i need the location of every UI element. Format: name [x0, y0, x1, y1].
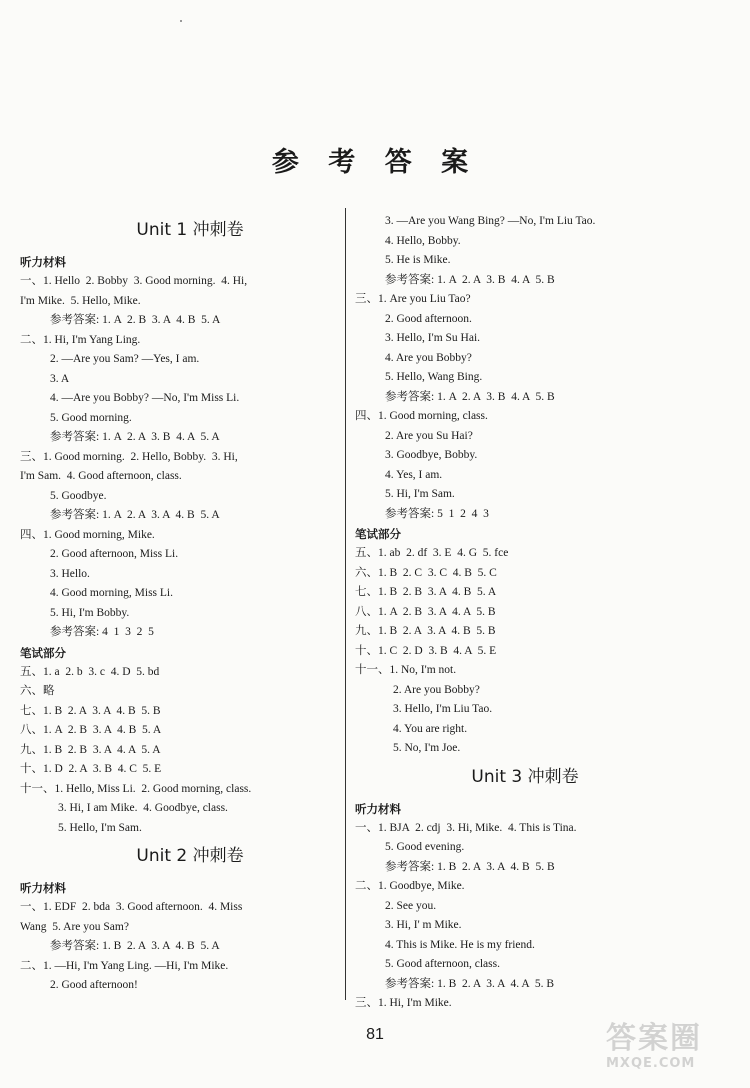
- answer-line: 5. Hi, I'm Sam.: [385, 488, 455, 500]
- answer-line: 5. Good afternoon, class.: [385, 958, 500, 970]
- answer-line: 二、1. —Hi, I'm Yang Ling. —Hi, I'm Mike.: [20, 959, 229, 972]
- answer-line: 四、1. Good morning, Mike.: [20, 528, 155, 541]
- unit-heading: Unit 3 冲刺卷: [471, 766, 579, 787]
- answer-line: 3. —Are you Wang Bing? —No, I'm Liu Tao.: [385, 215, 596, 227]
- answer-line: 参考答案: 1. A 2. A 3. B 4. A 5. B: [385, 390, 555, 403]
- answer-line: 四、1. Good morning, class.: [355, 410, 488, 422]
- answer-line: 4. —Are you Bobby? —No, I'm Miss Li.: [50, 392, 240, 404]
- answer-line: 4. Hello, Bobby.: [385, 234, 461, 247]
- answer-line: 三、1. Are you Liu Tao?: [355, 293, 471, 305]
- answer-line: 4. Yes, I am.: [385, 468, 443, 481]
- answer-line: 十、1. D 2. A 3. B 4. C 5. E: [20, 763, 162, 775]
- answer-line: 2. Good afternoon.: [385, 312, 472, 325]
- answer-line: 一、1. BJA 2. cdj 3. Hi, Mike. 4. This is Tina.: [355, 821, 577, 834]
- answer-line: 4. This is Mike. He is my friend.: [385, 938, 535, 951]
- answer-line: 三、1. Good morning. 2. Hello, Bobby. 3. Hi,: [20, 450, 238, 463]
- answer-line: 九、1. B 2. B 3. A 4. A 5. A: [20, 743, 161, 756]
- answer-line: 2. —Are you Sam? —Yes, I am.: [50, 353, 200, 365]
- section-label: 听力材料: [20, 881, 66, 895]
- answer-line: 参考答案: 1. A 2. A 3. B 4. A 5. B: [385, 273, 555, 286]
- answer-line: 2. Are you Bobby?: [393, 683, 480, 696]
- answer-line: 参考答案: 1. A 2. A 3. B 4. A 5. A: [50, 431, 220, 443]
- answer-line: 4. You are right.: [393, 722, 468, 735]
- answer-line: 5. Goodbye.: [50, 489, 107, 502]
- answer-line: 九、1. B 2. A 3. A 4. B 5. B: [355, 625, 496, 637]
- answer-line: 二、1. Goodbye, Mike.: [355, 880, 465, 892]
- answer-line: 4. Are you Bobby?: [385, 351, 472, 364]
- answer-line: 2. Are you Su Hai?: [385, 429, 473, 442]
- answer-line: 七、1. B 2. B 3. A 4. B 5. A: [355, 586, 497, 598]
- section-label: 听力材料: [355, 801, 401, 816]
- left-column: [20, 212, 360, 996]
- answer-line: 2. See you.: [385, 899, 437, 912]
- answer-line: 参考答案: 1. B 2. A 3. A 4. B 5. B: [385, 860, 555, 873]
- answer-line: 5. Hi, I'm Bobby.: [50, 606, 130, 619]
- answer-line: 二、1. Hi, I'm Yang Ling.: [20, 333, 141, 346]
- page-number: 81: [366, 1026, 384, 1043]
- answer-line: 3. Hello, I'm Su Hai.: [385, 332, 481, 344]
- answer-line: I'm Sam. 4. Good afternoon, class.: [20, 470, 182, 482]
- right-column: [355, 212, 695, 1014]
- answer-line: 十一、1. No, I'm not.: [355, 664, 457, 676]
- answer-line: 参考答案: 5 1 2 4 3: [385, 507, 489, 520]
- answer-line: 一、1. EDF 2. bda 3. Good afternoon. 4. Miss: [20, 901, 243, 913]
- answer-line: 2. Good afternoon, Miss Li.: [50, 548, 179, 560]
- answer-line: 3. Hi, I am Mike. 4. Goodbye, class.: [58, 802, 228, 814]
- answer-line: 参考答案: 1. B 2. A 3. A 4. A 5. B: [385, 977, 555, 990]
- answer-line: 3. Hello, I'm Liu Tao.: [393, 703, 493, 715]
- watermark-logo-top: 答案圈: [606, 1021, 702, 1056]
- answer-line: 5. Hello, Wang Bing.: [385, 371, 483, 383]
- answer-line: 3. Hi, I' m Mike.: [385, 919, 462, 931]
- answer-line: 十、1. C 2. D 3. B 4. A 5. E: [355, 644, 497, 657]
- answer-line: 2. Good afternoon!: [50, 979, 138, 991]
- unit-heading: Unit 1 冲刺卷: [136, 220, 244, 240]
- answer-line: 八、1. A 2. B 3. A 4. B 5. A: [20, 724, 162, 736]
- answer-line: 5. He is Mike.: [385, 254, 451, 266]
- answer-line: 4. Good morning, Miss Li.: [50, 587, 173, 599]
- answer-line: 5. Good morning.: [50, 411, 132, 424]
- section-label: 听力材料: [20, 255, 66, 269]
- answer-line: 参考答案: 1. A 2. B 3. A 4. B 5. A: [50, 314, 221, 326]
- page-title: 参 考 答 案: [271, 147, 479, 178]
- answer-line: Wang 5. Are you Sam?: [20, 920, 129, 933]
- unit-heading: Unit 2 冲刺卷: [136, 846, 244, 866]
- answer-line: 三、1. Hi, I'm Mike.: [355, 997, 452, 1009]
- answer-line: I'm Mike. 5. Hello, Mike.: [20, 294, 141, 307]
- answer-line: 参考答案: 1. B 2. A 3. A 4. B 5. A: [50, 940, 220, 952]
- answer-line: 五、1. a 2. b 3. c 4. D 5. bd: [20, 665, 160, 678]
- answer-line: 5. Good evening.: [385, 841, 465, 853]
- answer-line: 六、略: [20, 685, 55, 697]
- watermark-logo: [606, 1022, 742, 1082]
- section-label: 笔试部分: [20, 645, 66, 660]
- scan-speck: [180, 20, 182, 22]
- answer-line: 参考答案: 1. A 2. A 3. A 4. B 5. A: [50, 509, 220, 521]
- section-label: 笔试部分: [355, 527, 401, 541]
- watermark-logo-bottom: MXQE.COM: [606, 1056, 696, 1071]
- answer-line: 五、1. ab 2. df 3. E 4. G 5. fce: [355, 547, 509, 559]
- answer-line: 一、1. Hello 2. Bobby 3. Good morning. 4. Hi,: [20, 275, 248, 287]
- answer-line: 八、1. A 2. B 3. A 4. A 5. B: [355, 605, 496, 618]
- column-divider: [345, 208, 346, 1000]
- answer-line: 十一、1. Hello, Miss Li. 2. Good morning, class.: [20, 782, 252, 795]
- answer-line: 七、1. B 2. A 3. A 4. B 5. B: [20, 704, 161, 717]
- answer-line: 3. Hello.: [50, 567, 90, 580]
- answer-line: 5. Hello, I'm Sam.: [58, 821, 142, 834]
- answer-line: 5. No, I'm Joe.: [393, 742, 461, 754]
- answer-line: 3. Goodbye, Bobby.: [385, 449, 478, 461]
- answer-line: 3. A: [50, 372, 70, 385]
- answer-line: 六、1. B 2. C 3. C 4. B 5. C: [355, 566, 497, 579]
- answer-line: 参考答案: 4 1 3 2 5: [50, 626, 154, 638]
